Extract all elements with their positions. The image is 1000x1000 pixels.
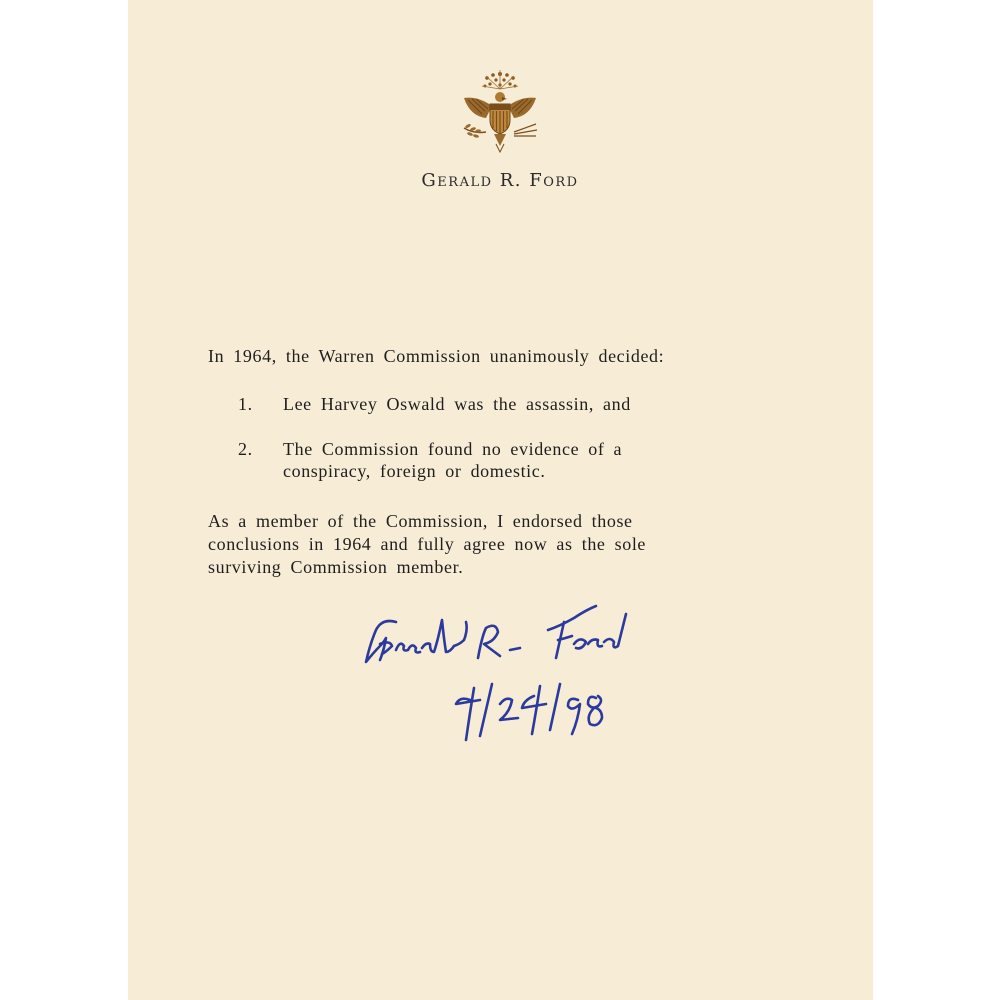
list-item-text: Lee Harvey Oswald was the assassin, and xyxy=(283,394,631,414)
intro-sentence: In 1964, the Warren Commission unanimously decided: xyxy=(208,346,665,366)
list-item-text: The Commission found no evidence of a xyxy=(283,439,623,459)
handwritten-signature xyxy=(360,600,650,750)
letterhead-name: Gerald R. Ford xyxy=(421,170,579,191)
closing-paragraph-line: As a member of the Commission, I endorsed those xyxy=(208,511,633,531)
list-item-number: 1. xyxy=(238,394,253,414)
list-item-number: 2. xyxy=(238,439,253,459)
eagle-seal-icon xyxy=(456,66,544,156)
closing-paragraph-line: surviving Commission member. xyxy=(208,557,464,577)
closing-paragraph-line: conclusions in 1964 and fully agree now as the sole xyxy=(208,534,647,554)
list-item-text: conspiracy, foreign or domestic. xyxy=(283,461,546,481)
